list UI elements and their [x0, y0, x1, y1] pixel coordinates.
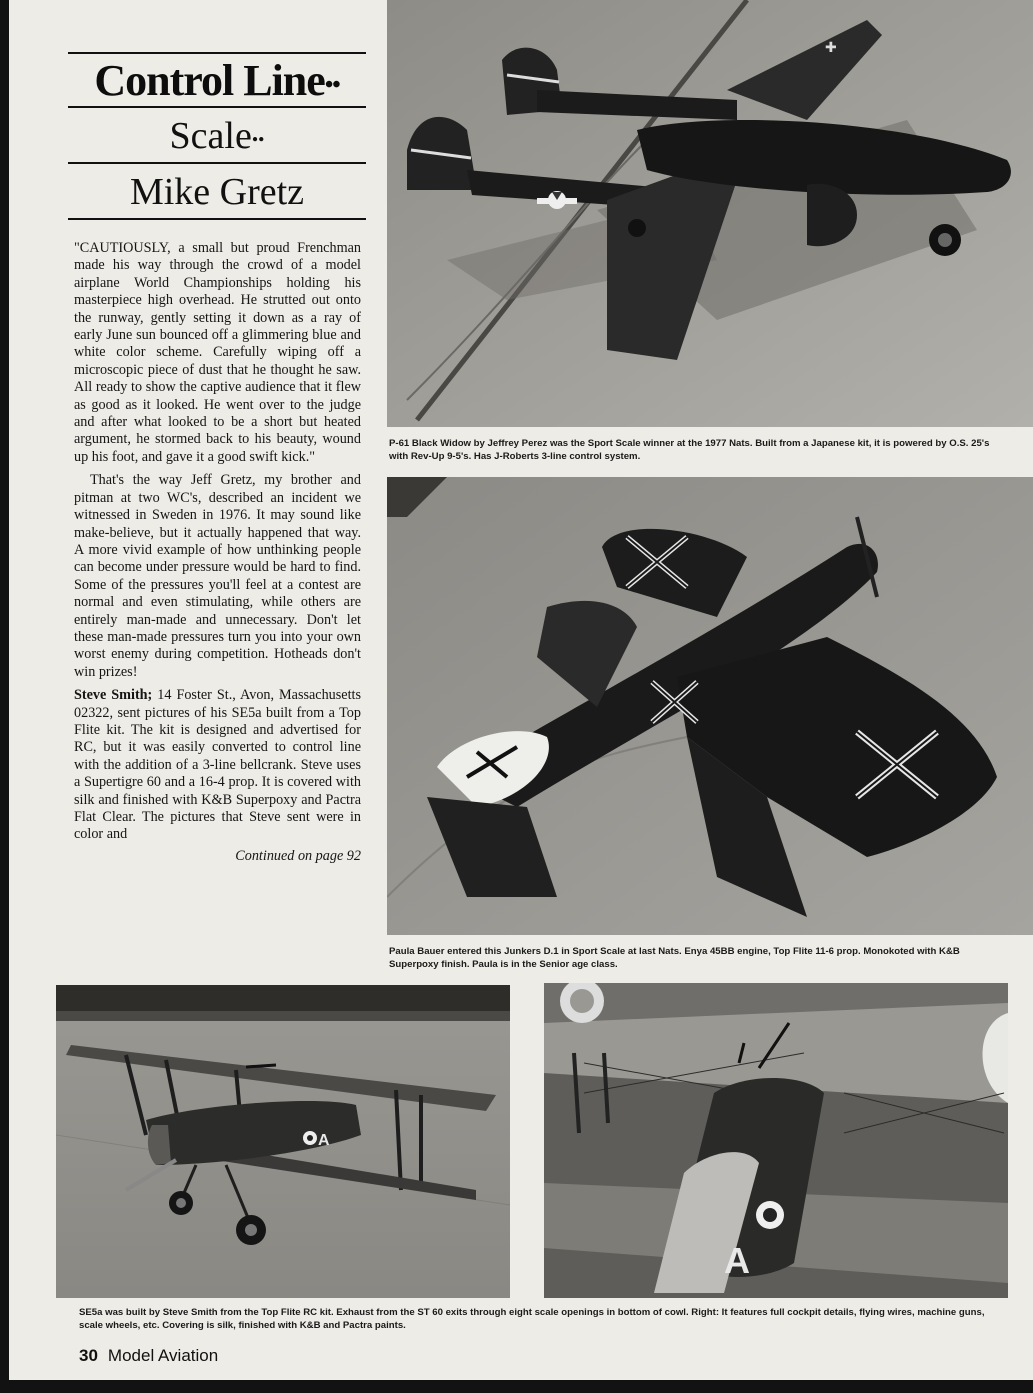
- header-rule-2: [68, 106, 366, 108]
- svg-text:✚: ✚: [825, 40, 837, 56]
- caption-p61: P-61 Black Widow by Jeffrey Perez was the Sport Scale winner at the 1977 Nats. Built from a Japanese kit, it is powered by O.S. 25's with Rev-Up 9-5's. Has J-Roberts 3-line control system.: [389, 438, 990, 462]
- page-number: 30: [79, 1346, 98, 1365]
- article-paragraph-3: Steve Smith; 14 Foster St., Avon, Massachusetts 02322, sent pictures of his SE5a built from a Top Flite kit. The kit is designed and advertised for RC, but it was easily converted to control line with the addition of a 3-line bellcrank. Steve uses a Supertigre 60 and a 16-4 prop. It is covered with silk and finished with K&B Superpoxy and Pactra Flat Clear. The pictures that Steve sent were in color and: [74, 687, 361, 843]
- se5a-letter-marking: A: [318, 1132, 330, 1149]
- magazine-page: [9, 0, 1033, 1380]
- article-paragraph-2: That's the way Jeff Gretz, my brother and pitman at two WC's, described an incident we witnessed in Sweden in 1976. It may sound like make-believe, but it actually happened that way. A more vivid example of how unthinking people can become under pressure would be hard to find. Some of the pressures you'll feel at a contest are normal and even stimulating, while others are entirely man-made and unnecessary. Don't let these man-made pressures turn you into your own worst enemy during competition. Hotheads don't win prizes!: [74, 472, 361, 680]
- photo-se5a-left: [56, 985, 510, 1298]
- contributor-name: Steve Smith;: [74, 687, 153, 704]
- photo-p61-black-widow: [387, 0, 1033, 427]
- continued-note: Continued on page 92: [235, 847, 361, 864]
- author-byline: Mike Gretz: [129, 171, 305, 213]
- header-rule-3: [68, 162, 366, 164]
- title-dots: ••: [324, 71, 340, 98]
- caption-junkers: Paula Bauer entered this Junkers D.1 in Sport Scale at last Nats. Enya 45BB engine, Top Flite 11-6 prop. Monokoted with K&B Superpoxy finish. Paula is in the Senior age class.: [389, 946, 960, 970]
- header-rule-top: [68, 52, 366, 54]
- caption-se5a: SE5a was built by Steve Smith from the Top Flite RC kit. Exhaust from the ST 60 exits through eight scale openings in bottom of cowl. Right: It features full cockpit details, flying wires, machine guns, scale wheels, etc. Covering is silk, finished with K&B and Pactra paints.: [79, 1307, 985, 1331]
- publication-name: Model Aviation: [107, 1346, 219, 1365]
- article-paragraph-1: "CAUTIOUSLY, a small but proud Frenchman made his way through the crowd of a model airplane World Championships holding his masterpiece high overhead. He strutted out onto the runway, gently setting it down as a ray of early June sun bounced off a glimmering blue and white color scheme. Carefully wiping off a microscopic piece of dust that he thought he saw. All ready to show the captive audience that it flew as good as it looked. He went over to the judge and after what looked to be a short but heated argument, he stormed back to his beauty, wound up his foot, and gave it a good swift kick.": [74, 240, 361, 465]
- subtitle-dots: ••: [251, 129, 265, 150]
- se5a-right-letter-marking: A: [724, 1240, 750, 1281]
- photo-junkers-d1: [387, 477, 1033, 935]
- photo-se5a-right: [544, 983, 1008, 1298]
- article-body: [74, 240, 361, 865]
- column-title: Control Line••: [94, 56, 340, 105]
- column-subtitle: Scale••: [169, 115, 265, 157]
- page-folio: [79, 1346, 218, 1366]
- header-rule-bottom: [68, 218, 366, 220]
